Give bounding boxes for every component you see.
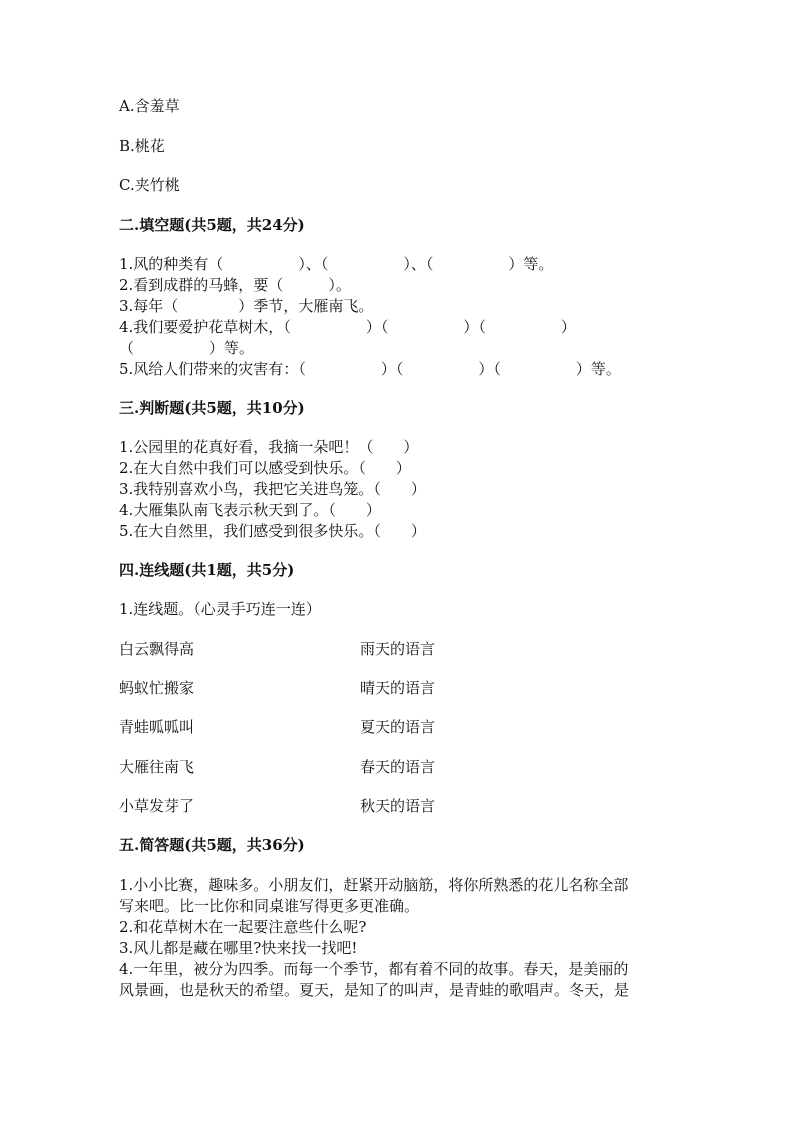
question-line: 4.我们要爱护花草树木，（ ）（ ）（ ） [119, 318, 576, 336]
section-heading-short-answer: 五.简答题(共5题，共36分) [119, 836, 305, 854]
matching-prompt: 1.连线题。（心灵手巧连一连） [119, 600, 321, 618]
question-line: 5.风给人们带来的灾害有：（ ）（ ）（ ）等。 [119, 360, 621, 378]
section-heading-true-false: 三.判断题(共5题，共10分) [119, 399, 305, 417]
match-right-item: 秋天的语言 [360, 797, 436, 815]
match-left-item: 白云飘得高 [119, 640, 195, 658]
section-heading-fill-blank: 二.填空题(共5题，共24分) [119, 216, 305, 234]
question-line: 2.和花草树木在一起要注意些什么呢? [119, 918, 367, 936]
match-left-item: 蚂蚁忙搬家 [119, 679, 195, 697]
match-left-item: 大雁往南飞 [119, 758, 195, 776]
question-line: 1.风的种类有（ ）、（ ）、（ ）等。 [119, 255, 554, 273]
match-right-item: 春天的语言 [360, 758, 436, 776]
question-line: （ ）等。 [119, 339, 255, 357]
question-line: 2.看到成群的马蜂，要（ ）。 [119, 276, 351, 294]
question-line: 2.在大自然中我们可以感受到快乐。（ ） [119, 459, 411, 477]
match-left-item: 小草发芽了 [119, 797, 195, 815]
question-line: 3.我特别喜欢小鸟，我把它关进鸟笼。（ ） [119, 480, 426, 498]
question-line: 4.一年里，被分为四季。而每一个季节，都有着不同的故事。春天，是美丽的 [119, 960, 629, 978]
section-heading-matching: 四.连线题(共1题，共5分) [119, 561, 295, 579]
question-line: 3.每年（ ）季节，大雁南飞。 [119, 297, 374, 315]
option-b: B.桃花 [119, 137, 165, 155]
option-a: A.含羞草 [119, 97, 180, 115]
question-line: 写来吧。比一比你和同桌谁写得更多更准确。 [119, 897, 420, 915]
question-line: 5.在大自然里，我们感受到很多快乐。（ ） [119, 522, 426, 540]
question-line: 1.公园里的花真好看，我摘一朵吧！（ ） [119, 438, 419, 456]
match-right-item: 晴天的语言 [360, 679, 436, 697]
option-c: C.夹竹桃 [119, 176, 180, 194]
match-right-item: 雨天的语言 [360, 640, 436, 658]
question-line: 1.小小比赛，趣味多。小朋友们，赶紧开动脑筋，将你所熟悉的花儿名称全部 [119, 876, 629, 894]
question-line: 4.大雁集队南飞表示秋天到了。（ ） [119, 501, 381, 519]
question-line: 3.风儿都是藏在哪里?快来找一找吧! [119, 939, 358, 957]
match-left-item: 青蛙呱呱叫 [119, 718, 195, 736]
match-right-item: 夏天的语言 [360, 718, 436, 736]
question-line: 风景画，也是秋天的希望。夏天，是知了的叫声，是青蛙的歌唱声。冬天，是 [119, 981, 630, 999]
